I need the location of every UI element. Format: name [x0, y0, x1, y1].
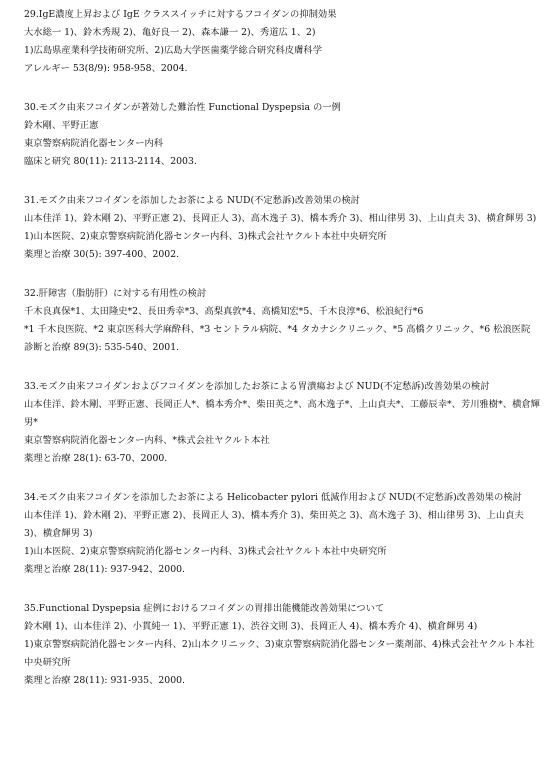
reference-entry-31: [24, 192, 543, 264]
reference-title: 35.Functional Dyspepsia 症例におけるフコイダンの胃排出能機能改善効果について: [24, 603, 385, 614]
reference-title: 31.モズク由来フコイダンを添加したお茶による NUD(不定愁訴)改善効果の検討: [24, 195, 360, 206]
reference-entry-34: [24, 489, 543, 579]
reference-entry-30: [24, 99, 543, 171]
reference-affiliation: 1)東京警察病院消化器センター内科、2)山本クリニック、3)東京警察病院消化器センター薬剤部、4)株式会社ヤクルト本社中央研究所: [24, 639, 535, 668]
reference-entry-29: [24, 6, 543, 78]
reference-authors: 鈴木剛、平野正憲: [24, 120, 99, 131]
reference-citation: アレルギー 53(8/9): 958-958、2004.: [24, 63, 188, 74]
reference-authors: 山本佳洋 1)、鈴木剛 2)、平野正憲 2)、長岡正人 3)、橋本秀介 3)、柴田英之 3)、高木逸子 3)、相山律男 3)、上山貞夫 3)、横倉輝男 3): [24, 510, 524, 539]
reference-authors: 鈴木剛 1)、山本佳洋 2)、小貫純一 1)、平野正憲 1)、渋谷文則 3)、長岡正人 4)、橋本秀介 4)、横倉輝男 4): [24, 621, 478, 632]
reference-affiliation: 東京警察病院消化器センター内科: [24, 138, 164, 149]
reference-citation: 診断と治療 89(3): 535-540、2001.: [24, 342, 180, 353]
reference-citation: 薬理と治療 28(1): 63-70、2000.: [24, 453, 168, 464]
reference-affiliation: 東京警察病院消化器センター内科、*株式会社ヤクルト本社: [24, 435, 270, 446]
reference-title: 33.モズク由来フコイダンおよびフコイダンを添加したお茶による胃潰瘍および NUD(不定愁訴)改善効果の検討: [24, 381, 490, 392]
reference-title: 29.IgE濃度上昇および IgE クラススイッチに対するフコイダンの抑制効果: [24, 9, 337, 20]
reference-affiliation: 1)山本医院、2)東京警察病院消化器センター内科、3)株式会社ヤクルト本社中央研究所: [24, 546, 387, 557]
reference-citation: 薬理と治療 28(11): 937-942、2000.: [24, 564, 185, 575]
reference-authors: 山本佳洋 1)、鈴木剛 2)、平野正憲 2)、長岡正人 3)、高木逸子 3)、橋本秀介 3)、相山律男 3)、上山貞夫 3)、横倉輝男 3): [24, 213, 537, 224]
reference-title: 30.モズク由来フコイダンが著効した難治性 Functional Dyspepsia の一例: [24, 102, 341, 113]
reference-entry-32: [24, 285, 543, 357]
reference-entry-35: [24, 600, 543, 690]
reference-title: 34.モズク由来フコイダンを添加したお茶による Helicobacter pylori 低減作用および NUD(不定愁訴)改善効果の検討: [24, 492, 522, 503]
reference-entry-33: [24, 378, 543, 468]
reference-affiliation: 1)広島県産業科学技術研究所、2)広島大学医歯薬学総合研究科皮膚科学: [24, 45, 322, 56]
reference-title: 32.肝障害（脂肪肝）に対する有用性の検討: [24, 288, 207, 299]
reference-authors: 山本佳洋、鈴木剛、平野正憲、長岡正人*、橋本秀介*、柴田英之*、高木逸子*、上山貞夫*、工藤辰幸*、芳川雅樹*、横倉輝男*: [24, 399, 540, 428]
reference-authors: 千木良真保*1、太田隆史*2、長田秀幸*3、高梨真敦*4、高橋知宏*5、千木良淳*6、松浪紀行*6: [24, 306, 424, 317]
reference-citation: 薬理と治療 28(11): 931-935、2000.: [24, 675, 185, 686]
reference-authors: 大水総一 1)、鈴木秀規 2)、亀好良一 2)、森本謙一 2)、秀道広 1、2): [24, 27, 316, 38]
reference-affiliation: *1 千木良医院、*2 東京医科大学麻酔科、*3 セントラル病院、*4 タカナシクリニック、*5 高橋クリニック、*6 松浪医院: [24, 324, 531, 335]
reference-affiliation: 1)山本医院、2)東京警察病院消化器センター内科、3)株式会社ヤクルト本社中央研究所: [24, 231, 387, 242]
reference-citation: 臨床と研究 80(11): 2113-2114、2003.: [24, 156, 197, 167]
reference-citation: 薬理と治療 30(5): 397-400、2002.: [24, 249, 180, 260]
